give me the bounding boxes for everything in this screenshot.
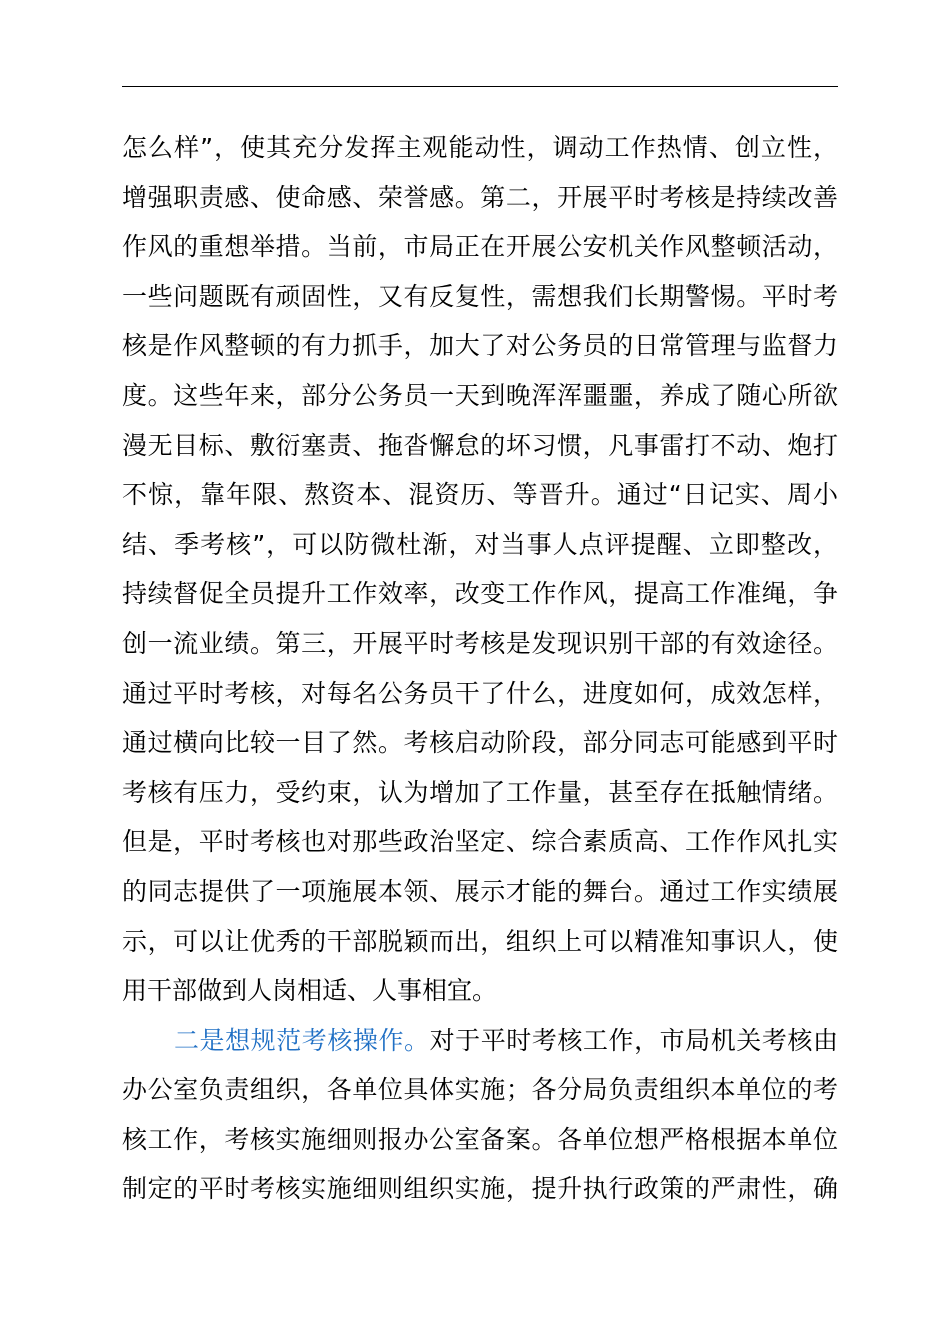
text-line: 一些问题既有顽固性，又有反复性，需想我们长期警惕。平时考 [122,281,838,311]
section-first-line [122,1016,838,1066]
document-body [122,123,838,1214]
text-line: 怎么样”，使其充分发挥主观能动性，调动工作热情、创立性， [122,133,838,162]
text-line: 创一流业绩。第三，开展平时考核是发现识别干部的有效途径。 [122,628,838,658]
text-line: 核是作风整顿的有力抓手，加大了对公务员的日常管理与监督力 [122,331,838,361]
text-line: 核工作，考核实施细则报办公室备案。各单位想严格根据本单位 [122,1124,838,1154]
text-line: 通过平时考核，对每名公务员干了什么，进度如何，成效怎样， [122,678,838,708]
text-line: 增强职责感、使命感、荣誉感。第二，开展平时考核是持续改善 [122,182,838,212]
text-line: 结、季考核”，可以防微杜渐，对当事人点评提醒、立即整改， [122,529,838,559]
text-line: 作风的重想举措。当前，市局正在开展公安机关作风整顿活动， [122,232,838,262]
text-line: 但是，平时考核也对那些政治坚定、综合素质高、工作作风扎实 [122,827,838,857]
text-line: 度。这些年来，部分公务员一天到晚浑浑噩噩，养成了随心所欲 [122,380,838,410]
text-line: 持续督促全员提升工作效率，改变工作作风，提高工作准绳，争 [122,579,838,609]
section-first-line-text: 对于平时考核工作，市局机关考核由 [429,1025,838,1055]
text-line: 制定的平时考核实施细则组织实施，提升执行政策的严肃性，确 [122,1174,838,1204]
text-line: 示，可以让优秀的干部脱颖而出，组织上可以精准知事识人，使 [122,926,838,956]
header-rule [122,86,838,87]
text-line: 考核有压力，受约束，认为增加了工作量，甚至存在抵触情绪。 [122,777,838,807]
text-line: 通过横向比较一目了然。考核启动阶段，部分同志可能感到平时 [122,728,838,758]
text-line: 漫无目标、敷衍塞责、拖沓懈怠的坏习惯，凡事雷打不动、炮打 [122,430,838,460]
text-line: 不惊，靠年限、熬资本、混资历、等晋升。通过“日记实、周小 [122,480,838,510]
text-line: 的同志提供了一项施展本领、展示才能的舞台。通过工作实绩展 [122,876,838,906]
section-heading: 二是想规范考核操作。 [174,1025,430,1055]
paragraph-end-line: 用干部做到人岗相适、人事相宜。 [122,976,498,1006]
text-line: 办公室负责组织，各单位具体实施；各分局负责组织本单位的考 [122,1075,838,1105]
